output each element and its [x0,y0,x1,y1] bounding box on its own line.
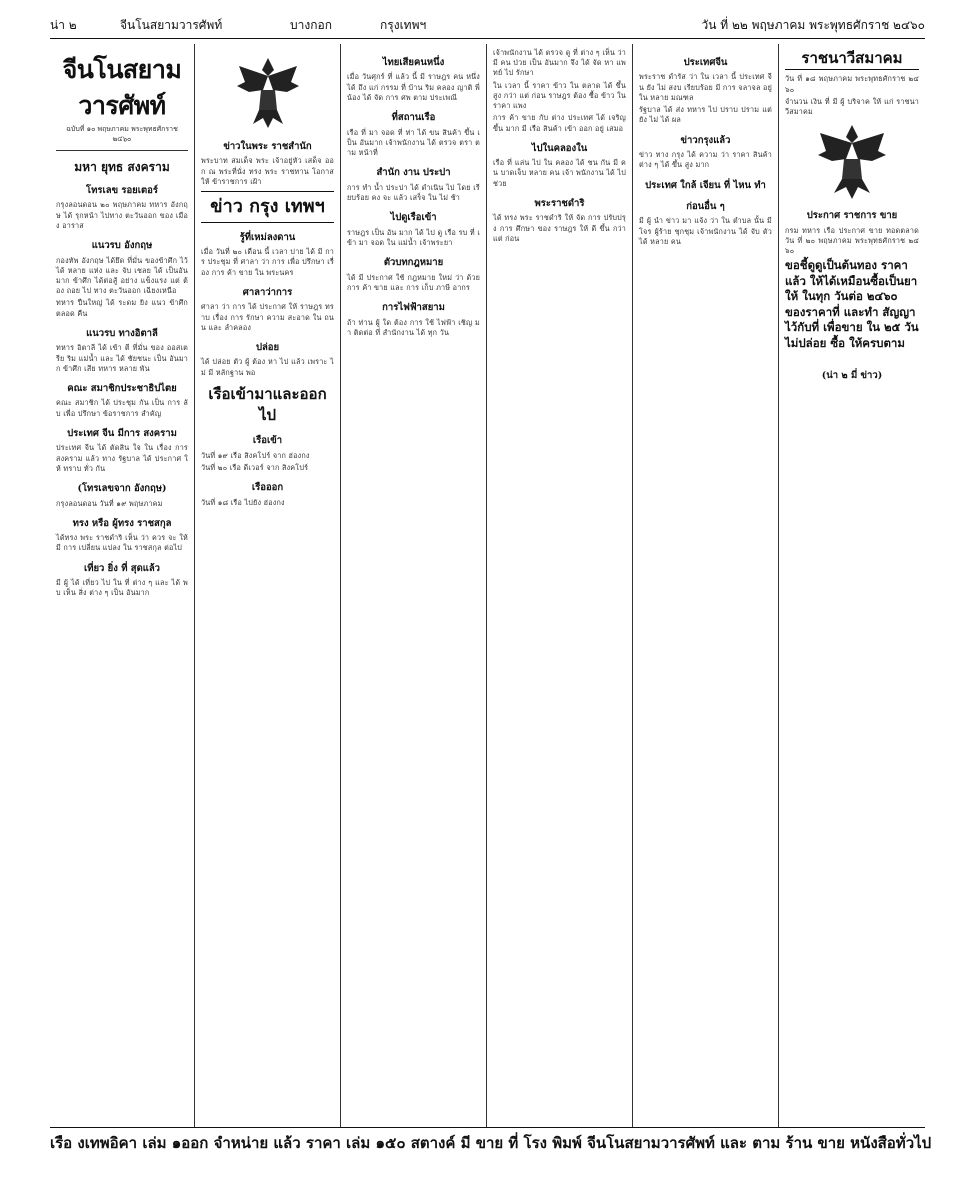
col5-heading-4: ก่อนอื่น ๆ [686,200,725,212]
col5-heading-3: ประเทศ ใกล้ เจียน ที่ ไหน ทำ [645,179,766,191]
col3-heading-4: ไปดูเรือเข้า [390,212,437,224]
columns [50,44,925,1128]
col3-heading-2: ที่สถานเรือ [391,112,436,124]
ships-in-heading: เรือเข้า [252,435,283,447]
heading-notice: รู้ที่เหม่ลงดาน [239,231,296,243]
heading-release: ปล่อย [255,341,280,353]
col5-heading-2: ข่าวกรุงแล้ว [680,134,731,146]
navy-society-title: ราชนาวีสมาคม [785,48,919,70]
heading-last: เที่ยว ยิ่ง ที่ สุดแล้ว [83,562,161,574]
issue-date: วัน ที่ ๒๒ พฤษภาคม พระพุทธศักราช ๒๔๖๐ [701,18,925,32]
heading-china-war: ประเทศ จีน มีการ สงคราม [67,427,177,439]
paper-name: จีนโนสยามวารศัพท์ [120,18,223,32]
column-1: จีนโนสยามวารศัพท์ ฉบับที่ ๑๐ พฤษภาคม พระพุทธศักราช ๒๔๖๐ มหา ยุทธ สงคราม โทรเลข รอยเตอร์ กรุงลอนดอน ๒๐ พฤษภาคม ทหาร อังกฤษ ได้ รุกหน้า ไปทาง ตะวันออก ของ เมือง อาราส แนวรบ อังกฤษ กองทัพ อังกฤษ ได้ยึด ที่มั่น ของข้าศึก ไว้ได้ หลาย แห่ง และ จับ เชลย ได้ เป็นอันมาก ข้าศึก ได้ต่อสู้ อย่าง แข็งแรง แต่ ต้อง ถอย ไป ทาง ตะวันออก เฉียงเหนือ ทหาร ปืนใหญ่ ได้ ระดม ยิง แนว ข้าศึก ตลอด คืน แนวรบ ทางอิตาลี ทหาร อิตาลี ได้ เข้า ตี ที่มั่น ของ ออสเตรีย ริม แม่น้ำ และ ได้ ชัยชนะ เป็น อันมาก ข้าศึก เสีย ทหาร หลาย พัน คณะ สมาชิกประชาธิปไตย คณะ สมาชิก ได้ ประชุม กัน เป็น การ ลับ เพื่อ ปรึกษา ข้อราชการ สำคัญ ประเทศ จีน มีการ สงคราม ประเทศ จีน ได้ ตัดสิน ใจ ใน เรื่อง การ สงคราม แล้ว ทาง รัฐบาล ได้ ประกาศ ให้ ทราบ ทั่ว กัน (โทรเลขจาก อังกฤษ) กรุงลอนดอน วันที่ ๑๙ พฤษภาคม ทรง หรือ ผู้ทรง ราชสกุล ได้ทรง พระ ราชดำริ เห็น ว่า ควร จะ ให้ มี การ เปลี่ยน แปลง ใน ราชสกุล ต่อไป เที่ยว ยิ่ง ที่ สุดแล้ว มี ผู้ ได้ เที่ยว ไป ใน ที่ ต่าง ๆ และ ได้ พบ เห็น สิ่ง ต่าง ๆ เป็น อันมาก [50,44,195,1127]
heading-telegram: (โทรเลขจาก อังกฤษ) [77,483,167,495]
col4-heading-1: ไปในคลองใน [531,142,588,154]
col5-heading-1: ประเทศจีน [683,57,728,68]
col4-heading-2: พระราชดำริ [534,197,585,209]
heading-reuters: โทรเลข รอยเตอร์ [86,184,158,196]
heading-council: คณะ สมาชิกประชาธิปไตย [67,382,177,394]
page-number: น่า ๒ [50,18,77,32]
col3-heading-6: การไฟฟ้าสยาม [382,302,445,314]
city-name: กรุงเทพฯ [380,18,427,32]
masthead-title: จีนโนสยามวารศัพท์ [62,55,182,120]
garuda-emblem-2-icon [814,121,890,201]
announcement-heading: ประกาศ ราชการ ขาย [806,210,898,222]
col3-heading-3: สำนัก งาน ประปา [376,167,451,179]
column-4: เจ้าพนักงาน ได้ ตรวจ ดู ที่ ต่าง ๆ เห็น ว่า มี คน ป่วย เป็น อันมาก จึง ได้ จัด หา แพทย์ ไป รักษา ใน เวลา นี้ ราคา ข้าว ใน ตลาด ได้ ขึ้น สูง กว่า แต่ ก่อน ราษฎร ต้อง ซื้อ ข้าว ใน ราคา แพง การ ค้า ขาย กับ ต่าง ประเทศ ได้ เจริญ ขึ้น มาก มี เรือ สินค้า เข้า ออก อยู่ เสมอ ไปในคลองใน เรือ ที่ แล่น ไป ใน คลอง ได้ ชน กัน มี คน บาดเจ็บ หลาย คน เจ้า พนักงาน ได้ ไป ช่วย พระราชดำริ ได้ ทรง พระ ราชดำริ ให้ จัด การ ปรับปรุง การ ศึกษา ของ ราษฎร ให้ ดี ขึ้น กว่า แต่ ก่อน [487,44,633,1127]
bangkok-news-title: ข่าว กรุง เทพฯ [201,191,334,223]
column-5: ประเทศจีน พระราช ดำรัส ว่า ใน เวลา นี้ ประเทศ จีน ยัง ไม่ สงบ เรียบร้อย มี การ จลาจล อยู่ ใน หลาย มณฑล รัฐบาล ได้ ส่ง ทหาร ไป ปราบ ปราม แต่ ยัง ไม่ ได้ ผล ข่าวกรุงแล้ว ข่าว ทาง กรุง ได้ ความ ว่า ราคา สินค้า ต่าง ๆ ได้ ขึ้น สูง มาก ประเทศ ใกล้ เจียน ที่ ไหน ทำ ก่อนอื่น ๆ มี ผู้ นำ ข่าว มา แจ้ง ว่า ใน ตำบล นั้น มี โจร ผู้ร้าย ชุกชุม เจ้าพนักงาน ได้ จับ ตัว ได้ หลาย คน [633,44,779,1127]
ships-out-heading: เรือออก [251,482,284,494]
place-name: บางกอก [290,18,332,32]
heading-city-hall: ศาลาว่าการ [242,286,293,298]
sale-notice: ขอชี้ดูดูเป็นต้นทอง ราคาแล้ว ให้ได้เหมือนซื้อเป็นยาให้ ในทุก วันต่อ ๒๔๖๐ ของราคาที่ และทำ สัญญาไว้กับที่ เพื่อขาย ใน ๒๕ วันไม่ปล่อย ซื้อ ให้ครบตาม [785,258,919,350]
col3-heading-1: ไทยเสียคนหนึ่ง [382,57,445,68]
war-title: มหา ยุทธ สงคราม [74,159,170,174]
footer-advert: เรือ งเทพอิคา เล่ม ๑ออก จำหน่าย แล้ว ราคา เล่ม ๑๕๐ สตางค์ มี ขาย ที่ โรง พิมพ์ จีนโนสยามวารศัพท์ และ ตาม ร้าน ขาย หนังสือทั่วไป [50,1134,932,1152]
royal-heading: ข่าวในพระ ราชสำนัก [223,141,312,152]
continued-note: (น่า ๒ มี่ ข่าว) [821,370,883,382]
column-6: ราชนาวีสมาคม วัน ที่ ๑๘ พฤษภาคม พระพุทธศักราช ๒๔๖๐ จำนวน เงิน ที่ มี ผู้ บริจาค ให้ แก่ ราชนาวีสมาคม ประกาศ ราชการ ขาย กรม ทหาร เรือ ประกาศ ขาย ทอดตลาด วัน ที่ ๒๐ พฤษภาคม พระพุทธศักราช ๒๔๖๐ ขอชี้ดูดูเป็นต้นทอง ราคาแล้ว ให้ได้เหมือนซื้อเป็นยาให้ ในทุก วันต่อ ๒๔๖๐ ของราคาที่ และทำ สัญญาไว้กับที่ เพื่อขาย ใน ๒๕ วันไม่ปล่อย ซื้อ ให้ครบตาม (น่า ๒ มี่ ข่าว) [785,49,919,382]
heading-british-front: แนวรบ อังกฤษ [91,240,153,252]
page-header [50,8,925,39]
garuda-emblem-icon [233,52,303,132]
column-3: ไทยเสียคนหนึ่ง เมื่อ วันศุกร์ ที่ แล้ว นี้ มี ราษฎร คน หนึ่ง ได้ ถึง แก่ กรรม ที่ บ้าน ริม คลอง ญาติ พี่น้อง ได้ จัด การ ศพ ตาม ประเพณี ที่สถานเรือ เรือ ที่ มา จอด ที่ ท่า ได้ ขน สินค้า ขึ้น เป็น อันมาก เจ้าพนักงาน ได้ ตรวจ ตรา ตาม หน้าที่ สำนัก งาน ประปา การ ทำ น้ำ ประปา ได้ ดำเนิน ไป โดย เรียบร้อย คง จะ แล้ว เสร็จ ใน ไม่ ช้า ไปดูเรือเข้า ราษฎร เป็น อัน มาก ได้ ไป ดู เรือ รบ ที่ เข้า มา จอด ใน แม่น้ำ เจ้าพระยา ตัวบทกฎหมาย ได้ มี ประกาศ ใช้ กฎหมาย ใหม่ ว่า ด้วย การ ค้า ขาย และ การ เก็บ ภาษี อากร การไฟฟ้าสยาม ถ้า ท่าน ผู้ ใด ต้อง การ ใช้ ไฟฟ้า เชิญ มา ติดต่อ ที่ สำนักงาน ได้ ทุก วัน [341,44,487,1127]
masthead-sub: ฉบับที่ ๑๐ พฤษภาคม พระพุทธศักราช ๒๔๖๐ [66,125,178,143]
shipping-title: เรือเข้ามาและออกไป [208,384,327,425]
column-2: ข่าวในพระ ราชสำนัก พระบาท สมเด็จ พระ เจ้าอยู่หัว เสด็จ ออก ณ พระที่นั่ง ทรง พระ ราชทาน โอกาส ให้ ข้าราชการ เฝ้า ข่าว กรุง เทพฯ รู้ที่เหม่ลงดาน เมื่อ วันที่ ๒๐ เดือน นี้ เวลา บ่าย ได้ มี การ ประชุม ที่ ศาลา ว่า การ เพื่อ ปรึกษา เรื่อง การ ค้า ขาย ใน พระนคร ศาลาว่าการ ศาลา ว่า การ ได้ ประกาศ ให้ ราษฎร ทราบ เรื่อง การ รักษา ความ สะอาด ใน ถนน และ ลำคลอง ปล่อย ได้ ปล่อย ตัว ผู้ ต้อง หา ไป แล้ว เพราะ ไม่ มี หลักฐาน พอ เรือเข้ามาและออกไป เรือเข้า วันที่ ๑๙ เรือ สิงคโปร์ จาก ฮ่องกง วันที่ ๒๐ เรือ ดีเวอร์ จาก สิงคโปร์ เรือออก วันที่ ๑๘ เรือ ไปยัง ฮ่องกง [195,44,341,1127]
heading-royal-family: ทรง หรือ ผู้ทรง ราชสกุล [72,517,172,529]
heading-italian-front: แนวรบ ทางอิตาลี [86,327,158,339]
col3-heading-5: ตัวบทกฎหมาย [383,257,444,269]
